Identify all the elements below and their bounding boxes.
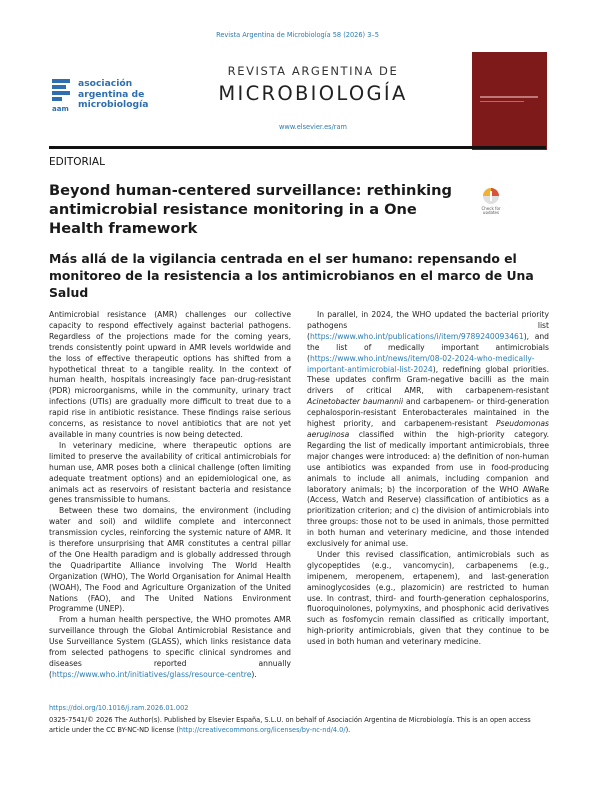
license-text-part: 0325-7541/© 2026 The Author(s). Published by Elsevier España, S.L.U. on behalf of Asociación Argentina de Microbiología. This is an open access article under the CC BY-NC-ND license ( (49, 716, 531, 734)
glass-link[interactable]: https://www.who.int/initiatives/glass/resource-centre (51, 669, 252, 679)
check-for-updates-icon[interactable] (478, 186, 504, 214)
priority-pathogens-link[interactable]: https://www.who.int/publications/i/item/9789240093461 (309, 331, 524, 341)
species-name: Acinetobacter baumannii (307, 397, 404, 407)
license-text-part: ). (345, 726, 351, 734)
paragraph: Between these two domains, the environment (including water and soil) and wildlife complete and interconnect transmission cycles, reinforcing the systemic nature of AMR. It is therefore unsurprising that AMR constitutes a central pillar of the One Health paradigm and is globally addressed through the Quadripartite Alliance involving The World Health Organization (WHO), The World Organisation for Animal Health (WOAH), The Food and Agriculture Organization of the United Nations (FAO), and The United Nations Environment Programme (UNEP). (49, 506, 291, 614)
paragraph-text: ), redefining global priorities. These updates confirm Gram-negative bacilli as the main drivers of critical AMR, with carbapenem-resistant (307, 364, 549, 396)
paragraph (49, 615, 291, 680)
journal-url-link[interactable]: www.elsevier.es/ram (279, 123, 347, 131)
aam-logo (50, 77, 170, 117)
paragraph-text: and carbapenem- or third-generation cephalosporin-resistant Enterobacterales maintained in the highest priority, and carbapenem-resistant (307, 397, 550, 429)
body-column-right (307, 310, 549, 648)
logo-line: microbiología (78, 99, 149, 111)
journal-name-line1: REVISTA ARGENTINA DE (227, 64, 399, 78)
journal-cover-image (472, 52, 547, 150)
paragraph: Under this revised classification, antimicrobials such as glycopeptides (e.g., vancomycin), carbapenems (e.g., imipenem, meropenem, ertapenem), and last-generation aminoglycosides (e.g., plazomicin) are restricted to human use. In contrast, third- and fourth-generation cephalosporins, fluoroquinolones, polymyxins, and phosphonic acid derivatives such as fosfomycin remain classified as critically important, high-priority antimicrobials, given that they continue to be used in both human and veterinary medicine. (307, 549, 549, 647)
body-column-left (49, 310, 291, 681)
svg-text:updates: updates (482, 210, 500, 214)
license-text (49, 715, 549, 735)
license-link[interactable]: http://creativecommons.org/licenses/by-nc-nd/4.0/ (178, 726, 346, 734)
section-label: EDITORIAL (49, 156, 105, 168)
doi-link[interactable]: https://doi.org/10.1016/j.ram.2026.01.002 (49, 704, 189, 712)
logo-abbrev: aam (52, 105, 69, 113)
running-head: Revista Argentina de Microbiología 58 (2026) 3–5 (216, 31, 379, 39)
paragraph: In veterinary medicine, where therapeutic options are limited to preserve the availability of critical antimicrobials for human use, AMR poses both a clinical challenge (often limiting adequate treatment options) and an epidemiological one, as animals act as reservoirs of resistant bacteria and resistance genes transmissible to humans. (49, 440, 291, 505)
paragraph-text: In parallel, in 2024, the WHO updated the bacterial priority pathogens list ( (307, 310, 549, 341)
paragraph (307, 310, 549, 550)
paragraph: Antimicrobial resistance (AMR) challenges our collective capacity to respond effectively against bacterial pathogens. Regardless of the projections made for the coming years, trends consistently point upward in AMR levels worldwide and the loss of effective therapeutic options has shifted from a hypothetical threat to a tangible reality. In the context of human health, hospitals increasingly face pan-drug-resistant (PDR) microorganisms, while in the community, urinary tract infections (UTIs) are gradually more difficult to treat due to a rapid rise in antibiotic resistance. These findings raise serious concerns, as resistance to novel antibiotics that are not yet available in many countries is now being detected. (49, 310, 291, 439)
logo-text (78, 79, 148, 111)
header-rule (49, 146, 546, 149)
paragraph-text: ), and the list of medically important antimicrobials ( (307, 331, 549, 363)
svg-text:Check for: Check for (481, 206, 501, 211)
logo-line: argentina de (78, 88, 145, 100)
paragraph-text: ). (251, 669, 257, 679)
journal-name-line2: MICROBIOLOGÍA (218, 82, 408, 105)
antimicrobial-list-link[interactable]: https://www.who.int/news/item/08-02-2024-who-medically-important-antimicrobial-list-2024 (307, 353, 535, 374)
logo-line: asociación (78, 78, 133, 89)
paragraph-text: classified within the high-priority category. Regarding the list of medically important antimicrobials, three major changes were introduced: a) the definition of non-human use antibiotics was expanded from use in food-producing animals to include all animals, including companion and laboratory animals; b) the incorporation of the WHO AWaRe (Access, Watch and Reserve) classification of antibiotics as a prioritization criterion; and c) the division of antimicrobials into three groups: those not to be used in animals, those permitted in both human and veterinary medicine, and those intended exclusively for animal use. (307, 429, 549, 549)
article-title-en: Beyond human-centered surveillance: rethinking antimicrobial resistance monitoring in a One Health framework (49, 182, 452, 237)
article-title-es: Más allá de la vigilancia centrada en el ser humano: repensando el monitoreo de la resistencia a los antimicrobianos en el marco de Una Salud (49, 251, 534, 300)
species-name: Pseudomonas aeruginosa (307, 419, 549, 439)
paragraph-text: From a human health perspective, the WHO promotes AMR surveillance through the Global Antimicrobial Resistance and Use Surveillance System (GLASS), which links resistance data from selected pathogens to specific clinical syndromes and diseases reported annually ( (49, 615, 291, 679)
